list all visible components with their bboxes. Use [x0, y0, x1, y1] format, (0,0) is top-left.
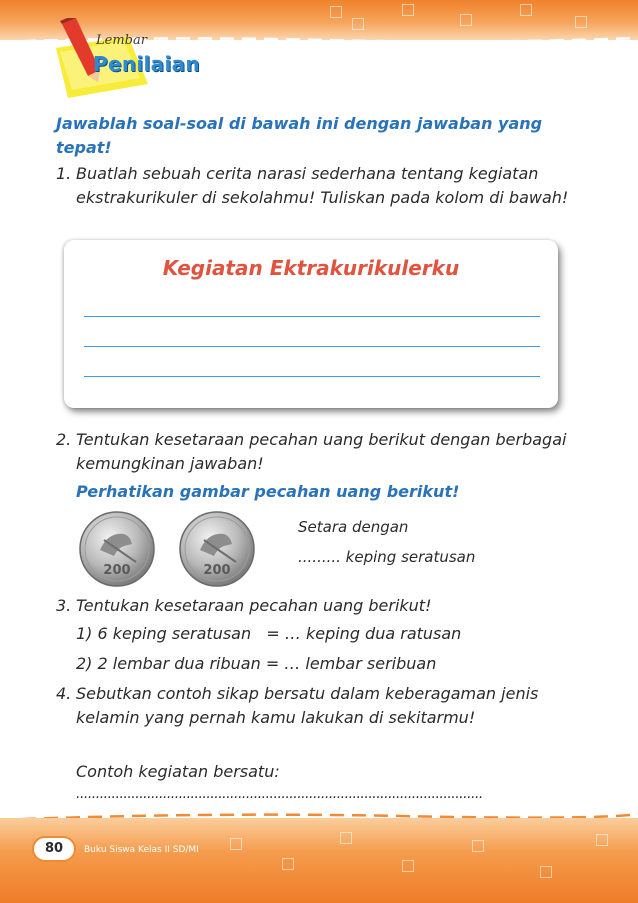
answer-blank[interactable]: ......... keping seratusan: [298, 548, 476, 566]
equal-label: Setara dengan: [298, 518, 409, 536]
question-1-text: Buatlah sebuah cerita narasi sederhana tentang kegiatan ekstrakurikuler di sekolahmu! Tuliskan pada kolom di bawah!: [76, 164, 569, 207]
question-3-item[interactable]: 1) 6 keping seratusan = … keping dua ratusan: [76, 624, 462, 643]
question-2-number: 2.: [56, 430, 72, 449]
question-2-text: Tentukan kesetaraan pecahan uang berikut dengan berbagai kemungkinan jawaban!: [76, 430, 567, 473]
example-label: Contoh kegiatan bersatu:: [76, 762, 280, 781]
question-3-text: Tentukan kesetaraan pecahan uang berikut!: [76, 596, 432, 615]
writing-line[interactable]: [84, 376, 540, 377]
question-2-hint: Perhatikan gambar pecahan uang berikut!: [76, 482, 460, 501]
writing-line[interactable]: [84, 346, 540, 347]
coin-value-label: 200: [103, 563, 131, 578]
question-3: [56, 594, 576, 618]
question-4-number: 4.: [56, 684, 72, 703]
page-number: 80: [32, 836, 76, 862]
lembar-label: Lembar: [96, 33, 147, 48]
penilaian-title: Penilaian: [93, 52, 200, 76]
coin-value-label: 200: [203, 563, 231, 578]
question-1-number: 1.: [56, 164, 72, 183]
question-4: [56, 682, 576, 730]
question-1: [56, 162, 576, 210]
question-2: [56, 428, 576, 476]
instruction-text: Jawablah soal-soal di bawah ini dengan jawaban yang tepat!: [56, 114, 543, 157]
question-4-text: Sebutkan contoh sikap bersatu dalam keberagaman jenis kelamin yang pernah kamu lakukan di sekitarmu!: [76, 684, 539, 727]
question-3-number: 3.: [56, 596, 72, 615]
bottom-decorative-band: [0, 818, 638, 903]
answer-dots[interactable]: .......................................................................................................: [76, 786, 483, 802]
question-3-item[interactable]: 2) 2 lembar dua ribuan = … lembar seribuan: [76, 654, 437, 673]
book-title: Buku Siswa Kelas II SD/MI: [84, 845, 199, 855]
answer-box-title: Kegiatan Ektrakurikulerku: [162, 256, 460, 280]
coin-200-icon: [78, 510, 156, 588]
answer-box: [64, 240, 558, 408]
coin-200-icon: [178, 510, 256, 588]
writing-line[interactable]: [84, 316, 540, 317]
